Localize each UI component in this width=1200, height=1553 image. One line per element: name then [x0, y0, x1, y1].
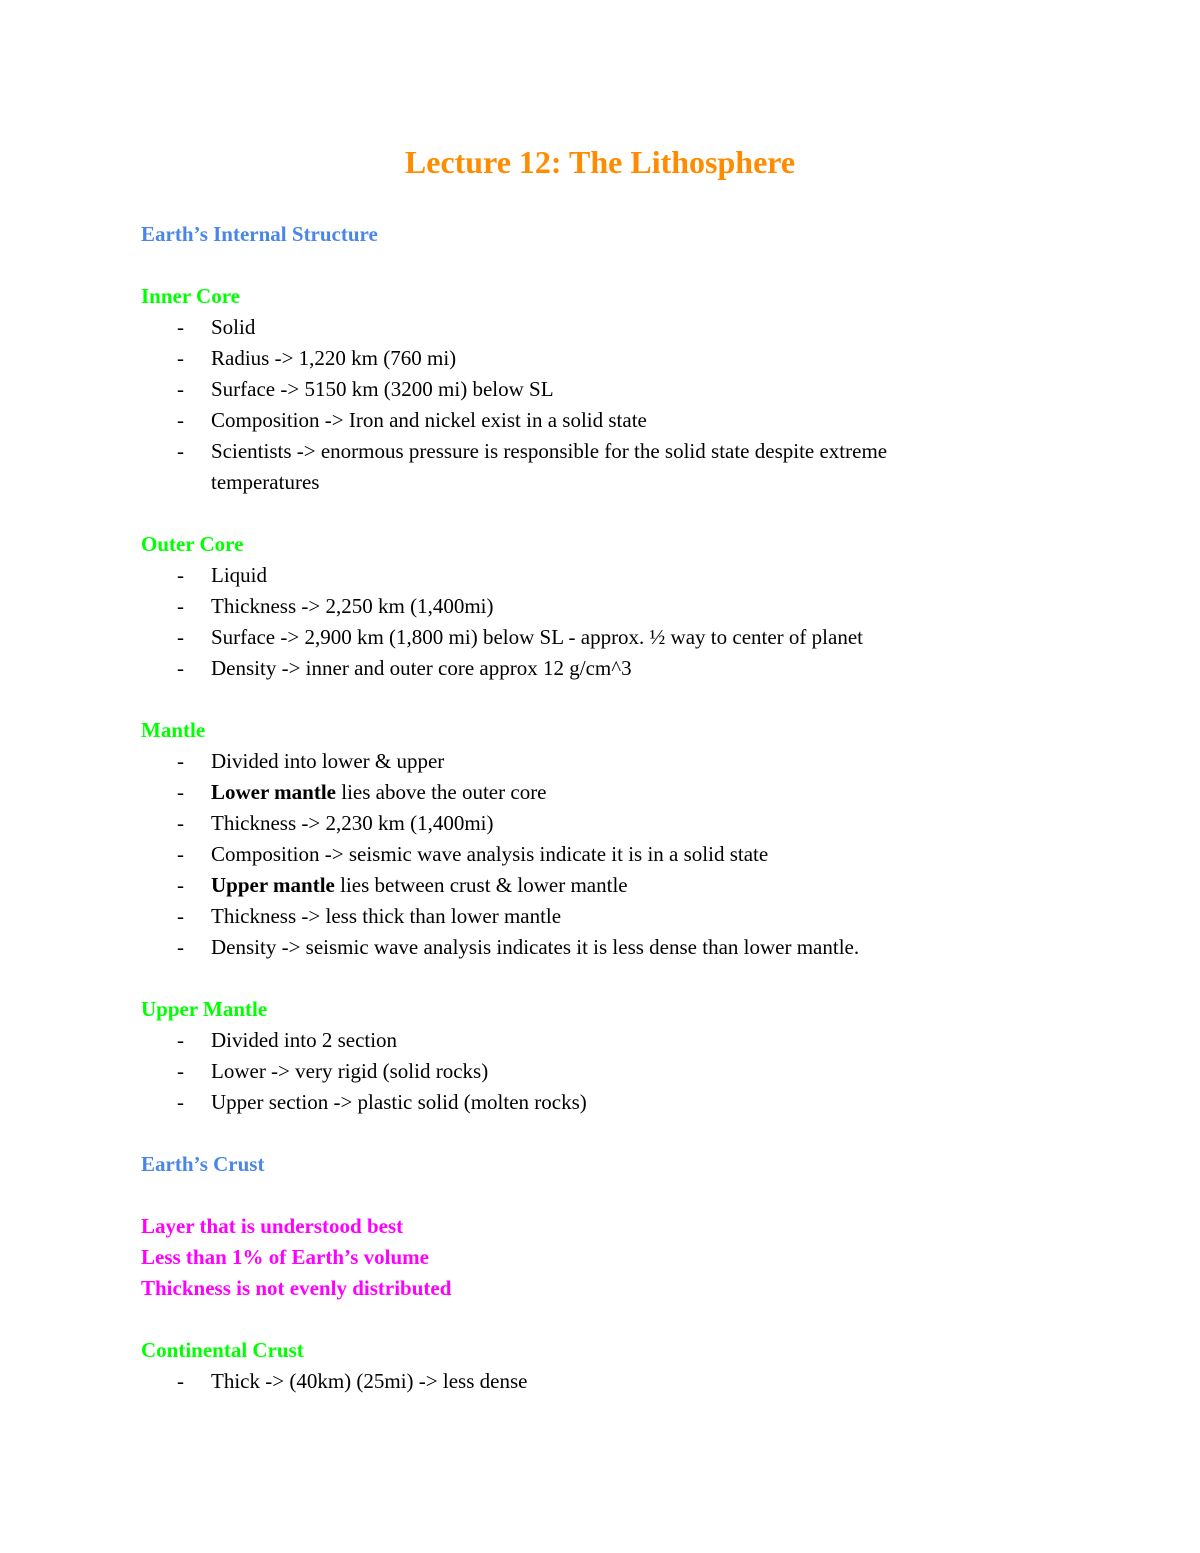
heading-upper-mantle: Upper Mantle [141, 997, 268, 1021]
item-body: Thickness -> less thick than lower mantle [211, 904, 562, 928]
list-item [141, 405, 981, 436]
list-item [141, 746, 981, 777]
list-item-text [211, 563, 267, 587]
list-item [141, 932, 981, 963]
bullet-dash: - [177, 439, 184, 463]
list-item [141, 560, 981, 591]
list-item [141, 374, 981, 405]
bullet-dash: - [177, 656, 184, 680]
item-body: Density -> inner and outer core approx 12 g/cm^3 [211, 656, 632, 680]
item-body: Divided into lower & upper [211, 749, 445, 773]
list-item-text [211, 904, 561, 928]
list-item-text [211, 1059, 488, 1083]
list-item-text [211, 811, 493, 835]
bullet-dash: - [177, 811, 184, 835]
list-item-text [211, 439, 887, 494]
bullet-dash: - [177, 1028, 184, 1052]
list-item [141, 622, 981, 653]
item-body: Thickness -> 2,230 km (1,400mi) [211, 811, 494, 835]
crust-note: Layer that is understood best [141, 1214, 404, 1238]
list-item-text [211, 842, 768, 866]
section-heading-crust: Earth’s Crust [141, 1152, 265, 1176]
bullet-dash: - [177, 842, 184, 866]
list-item-text [211, 1028, 397, 1052]
list-item-text [211, 780, 547, 804]
crust-note: Thickness is not evenly distributed [141, 1276, 452, 1300]
item-body: Surface -> 5150 km (3200 mi) below SL [211, 377, 554, 401]
outer-core-list [141, 560, 981, 684]
list-item [141, 653, 981, 684]
item-body: Composition -> seismic wave analysis indicate it is in a solid state [211, 842, 769, 866]
list-item-text [211, 873, 628, 897]
list-item [141, 808, 981, 839]
bullet-dash: - [177, 563, 184, 587]
item-body: Scientists -> enormous pressure is responsible for the solid state despite extreme temperatures [211, 439, 888, 494]
list-item [141, 901, 981, 932]
list-item [141, 1087, 981, 1118]
bullet-dash: - [177, 904, 184, 928]
document-body [141, 219, 981, 1397]
bullet-dash: - [177, 377, 184, 401]
item-body: lies above the outer core [336, 780, 547, 804]
list-item-text [211, 656, 632, 680]
mantle-list [141, 746, 981, 963]
bullet-dash: - [177, 873, 184, 897]
page-title: Lecture 12: The Lithosphere [404, 144, 796, 180]
item-body: Density -> seismic wave analysis indicates it is less dense than lower mantle. [211, 935, 860, 959]
item-body: Composition -> Iron and nickel exist in a solid state [211, 408, 647, 432]
item-body: Liquid [211, 563, 267, 587]
bullet-dash: - [177, 594, 184, 618]
item-body: Solid [211, 315, 256, 339]
heading-continental-crust: Continental Crust [141, 1338, 304, 1362]
bullet-dash: - [177, 346, 184, 370]
bullet-dash: - [177, 408, 184, 432]
list-item-text [211, 1090, 587, 1114]
list-item-text [211, 377, 554, 401]
list-item-text [211, 749, 444, 773]
list-item [141, 1025, 981, 1056]
bullet-dash: - [177, 1369, 184, 1393]
item-body: Radius -> 1,220 km (760 mi) [211, 346, 457, 370]
list-item [141, 870, 981, 901]
item-body: Lower -> very rigid (solid rocks) [211, 1059, 489, 1083]
item-body: Surface -> 2,900 km (1,800 mi) below SL - approx. ½ way to center of planet [211, 625, 863, 649]
bold-term: Lower mantle [211, 780, 337, 804]
item-body: Upper section -> plastic solid (molten rocks) [211, 1090, 587, 1114]
section-heading-internal-structure: Earth’s Internal Structure [141, 222, 378, 246]
item-body: Thickness -> 2,250 km (1,400mi) [211, 594, 494, 618]
bullet-dash: - [177, 625, 184, 649]
bullet-dash: - [177, 935, 184, 959]
bullet-dash: - [177, 315, 184, 339]
list-item [141, 1056, 981, 1087]
list-item [141, 839, 981, 870]
list-item [141, 777, 981, 808]
bullet-dash: - [177, 1090, 184, 1114]
list-item-text [211, 346, 456, 370]
upper-mantle-list [141, 1025, 981, 1118]
list-item-text [211, 315, 255, 339]
item-body: Divided into 2 section [211, 1028, 398, 1052]
list-item [141, 343, 981, 374]
list-item-text [211, 594, 493, 618]
crust-note: Less than 1% of Earth’s volume [141, 1245, 429, 1269]
heading-mantle: Mantle [141, 718, 206, 742]
heading-inner-core: Inner Core [141, 284, 240, 308]
bullet-dash: - [177, 749, 184, 773]
list-item [141, 591, 981, 622]
heading-outer-core: Outer Core [141, 532, 244, 556]
inner-core-list [141, 312, 981, 498]
list-item [141, 312, 981, 343]
list-item-text [211, 1369, 527, 1393]
item-body: Thick -> (40km) (25mi) -> less dense [211, 1369, 528, 1393]
bold-term: Upper mantle [211, 873, 335, 897]
list-item [141, 1366, 981, 1397]
list-item-text [211, 625, 863, 649]
list-item-text [211, 408, 647, 432]
list-item [141, 436, 981, 498]
continental-crust-list [141, 1366, 981, 1397]
bullet-dash: - [177, 1059, 184, 1083]
item-body: lies between crust & lower mantle [334, 873, 628, 897]
list-item-text [211, 935, 859, 959]
bullet-dash: - [177, 780, 184, 804]
